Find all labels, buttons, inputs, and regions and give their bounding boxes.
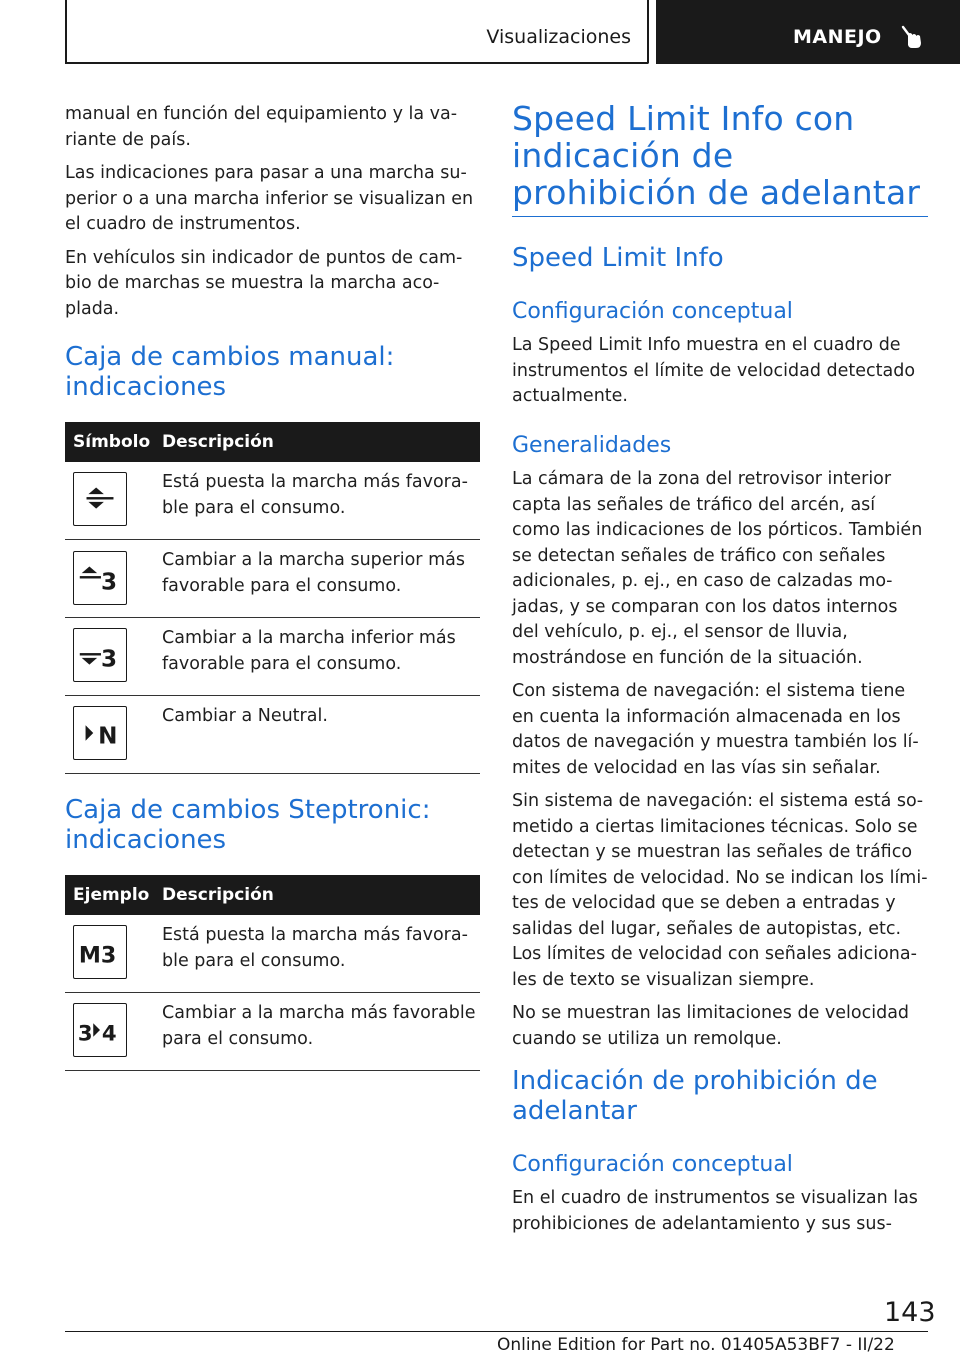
downshift-3-icon bbox=[73, 628, 127, 682]
header-section-title: Visualizaciones bbox=[486, 26, 631, 48]
svg-text:3: 3 bbox=[100, 646, 118, 673]
svg-text:4: 4 bbox=[101, 1020, 117, 1046]
column-header-example: Ejemplo bbox=[73, 885, 150, 905]
table-row bbox=[65, 462, 480, 540]
intro-paragraph-3: En vehículos sin indicador de puntos de cambio de marchas se muestra la marcha acoplada. bbox=[65, 247, 463, 319]
overtake-concept-heading: Configuración conceptual bbox=[512, 1152, 793, 1177]
table-row bbox=[65, 618, 480, 696]
general-heading: Generalidades bbox=[512, 433, 672, 458]
sli-heading: Speed Limit Info bbox=[512, 243, 724, 273]
column-header-description: Descripción bbox=[162, 432, 274, 452]
footer-divider bbox=[65, 1331, 928, 1332]
title-divider bbox=[512, 216, 928, 217]
page-number: 143 bbox=[884, 1297, 936, 1328]
table-row bbox=[65, 993, 480, 1071]
m3-icon bbox=[73, 925, 127, 979]
table-header bbox=[65, 875, 480, 915]
main-title: Speed Limit Info con indicación de prohibición de adelantar bbox=[512, 99, 921, 212]
row-description: Está puesta la marcha más favorable para el consumo. bbox=[162, 925, 468, 971]
shift-3-to-4-icon bbox=[73, 1003, 127, 1057]
sli-concept-paragraph: La Speed Limit Info muestra en el cuadro de instrumentos el límite de velocidad detectado actualmente. bbox=[512, 335, 916, 406]
table-row bbox=[65, 696, 480, 774]
row-description: Cambiar a la marcha más favorable para el consumo. bbox=[162, 1003, 476, 1049]
sli-concept-heading: Configuración conceptual bbox=[512, 299, 793, 324]
table-row bbox=[65, 915, 480, 993]
intro-paragraph-2: Las indicaciones para pasar a una marcha superior o a una marcha inferior se visualizan en el cuadro de instrumentos. bbox=[65, 163, 474, 234]
footer-edition: Online Edition for Part no. 01405A53BF7 - II/22 bbox=[497, 1335, 895, 1355]
table-header bbox=[65, 422, 480, 462]
steptronic-table bbox=[65, 875, 480, 1071]
column-header-symbol: Símbolo bbox=[73, 432, 151, 452]
manual-gearbox-heading: Caja de cambios manual: indicaciones bbox=[65, 342, 395, 402]
overtake-concept-paragraph: En el cuadro de instrumentos se visualizan las prohibiciones de adelantamiento y sus sus- bbox=[512, 1188, 918, 1234]
header-chapter-tab bbox=[656, 0, 960, 64]
general-paragraph-2: Con sistema de navegación: el sistema tiene en cuenta la información almacenada en los datos de navegación y muestra también los límites de velocidad en las vías sin señalar. bbox=[512, 681, 919, 778]
column-header-description: Descripción bbox=[162, 885, 274, 905]
general-paragraph-1: La cámara de la zona del retrovisor interior capta las señales de tráfico del arcén, así como las indicaciones de los pórticos. También se detectan señales de tráfico con señales adicionales, p. ej., en caso de calzadas mojadas, y se comparan con los datos internos del vehículo, p. ej., el sensor de lluvia, mostrándose en función de la situación. bbox=[512, 469, 923, 668]
upshift-3-icon bbox=[73, 551, 127, 605]
general-paragraph-4: No se muestran las limitaciones de velocidad cuando se utiliza un remolque. bbox=[512, 1003, 910, 1049]
svg-text:3: 3 bbox=[77, 1020, 93, 1046]
row-description: Cambiar a la marcha superior más favorable para el consumo. bbox=[162, 550, 465, 596]
overtake-heading: Indicación de prohibición de adelantar bbox=[512, 1066, 878, 1126]
manual-gearbox-table bbox=[65, 422, 480, 774]
row-description: Está puesta la marcha más favorable para el consumo. bbox=[162, 472, 468, 518]
header-section-box bbox=[65, 0, 649, 64]
table-row bbox=[65, 540, 480, 618]
general-section bbox=[512, 467, 928, 1052]
steptronic-heading: Caja de cambios Steptronic: indicaciones bbox=[65, 795, 431, 855]
left-intro bbox=[65, 102, 480, 322]
row-description: Cambiar a la marcha inferior más favorable para el consumo. bbox=[162, 628, 456, 674]
optimal-gear-icon bbox=[73, 472, 127, 526]
intro-paragraph-1: manual en función del equipamiento y la variante de país. bbox=[65, 104, 458, 150]
neutral-n-icon bbox=[73, 706, 127, 760]
row-description: Cambiar a Neutral. bbox=[162, 706, 328, 726]
svg-text:3: 3 bbox=[100, 569, 118, 596]
hand-pointer-icon bbox=[900, 24, 924, 50]
svg-text:N: N bbox=[98, 723, 118, 750]
header-chapter-title: MANEJO bbox=[793, 26, 882, 48]
general-paragraph-3: Sin sistema de navegación: el sistema está sometido a ciertas limitaciones técnicas. Solo se detectan y se muestran las señales de tráfico con límites de velocidad. No se indican los límites de velocidad que se deben a entradas y salidas del lugar, señales de autopistas, etc. Los límites de velocidad con señales adicionales de texto se visualizan siempre. bbox=[512, 791, 928, 990]
svg-text:M3: M3 bbox=[78, 942, 117, 969]
